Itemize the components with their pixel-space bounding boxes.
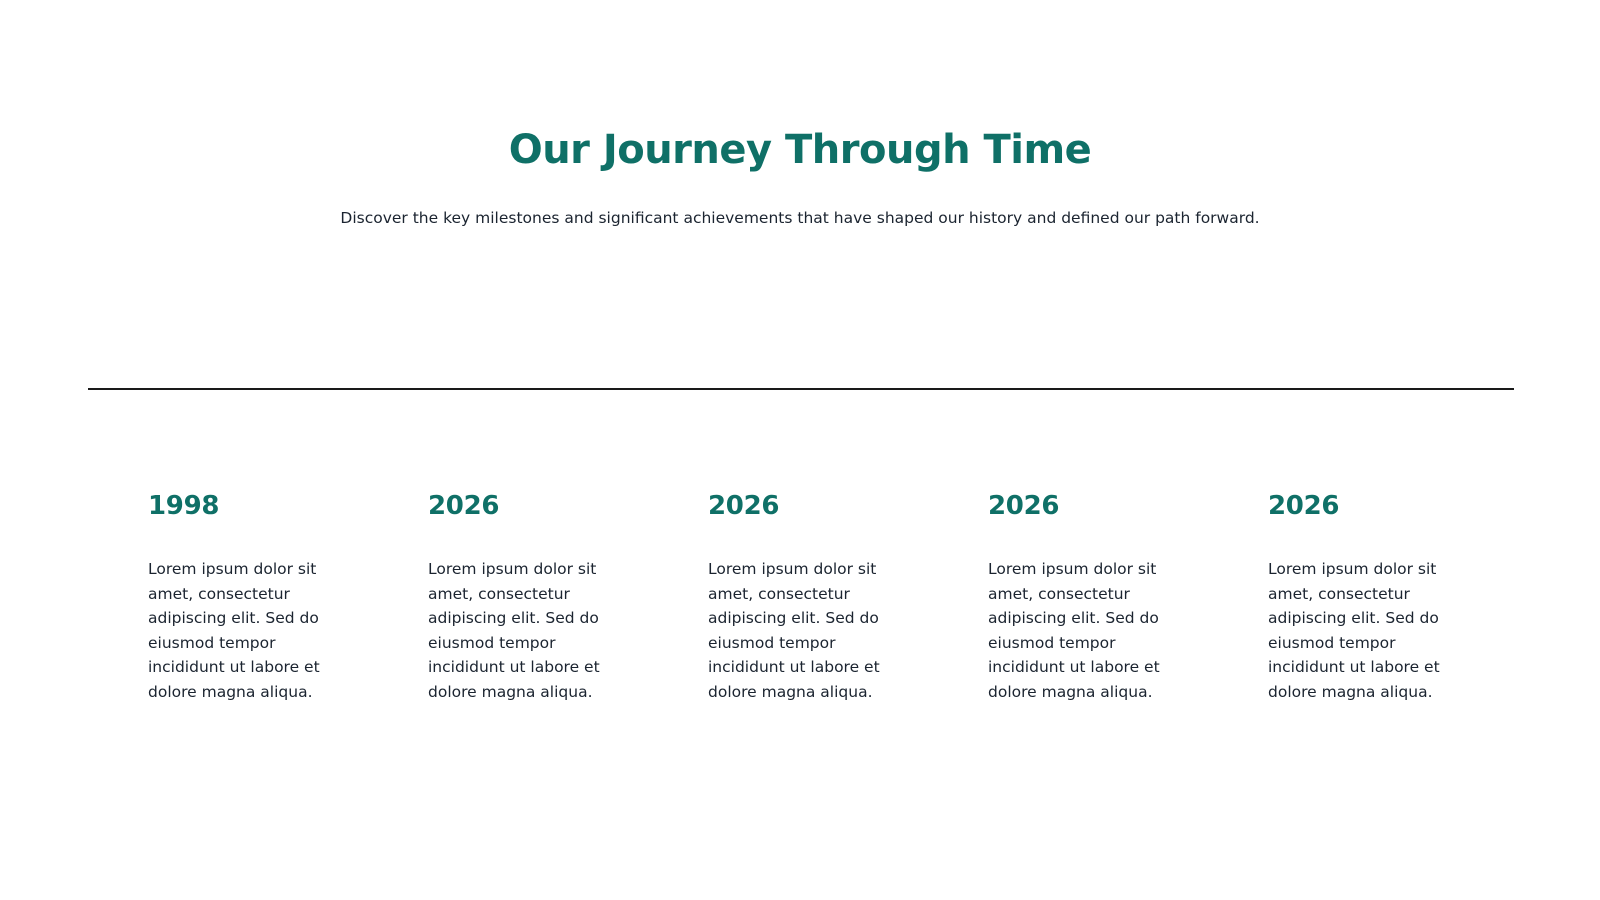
- milestone-description: Lorem ipsum dolor sit amet, consectetur adipiscing elit. Sed do eiusmod tempor incididunt ut labore et dolore magna aliqua.: [428, 560, 600, 701]
- page-title: Our Journey Through Time: [508, 127, 1092, 173]
- milestone-3: [708, 489, 908, 701]
- milestone-4: [988, 489, 1188, 701]
- milestone-year: 2026: [428, 491, 500, 521]
- milestone-description: Lorem ipsum dolor sit amet, consectetur adipiscing elit. Sed do eiusmod tempor incididunt ut labore et dolore magna aliqua.: [988, 560, 1160, 701]
- milestone-1: [148, 489, 348, 701]
- milestone-5: [1268, 489, 1468, 701]
- milestone-year: 2026: [988, 491, 1060, 521]
- milestone-description: Lorem ipsum dolor sit amet, consectetur adipiscing elit. Sed do eiusmod tempor incididunt ut labore et dolore magna aliqua.: [708, 560, 880, 701]
- timeline-line: [88, 388, 1514, 390]
- milestone-description: Lorem ipsum dolor sit amet, consectetur adipiscing elit. Sed do eiusmod tempor incididunt ut labore et dolore magna aliqua.: [148, 560, 320, 701]
- milestone-description: Lorem ipsum dolor sit amet, consectetur adipiscing elit. Sed do eiusmod tempor incididunt ut labore et dolore magna aliqua.: [1268, 560, 1440, 701]
- milestone-year: 2026: [1268, 491, 1340, 521]
- milestone-year: 1998: [148, 491, 220, 521]
- page-subtitle: Discover the key milestones and significant achievements that have shaped our history and defined our path forward.: [340, 209, 1260, 227]
- milestones: [148, 489, 1548, 719]
- milestone-2: [428, 489, 628, 701]
- milestone-year: 2026: [708, 491, 780, 521]
